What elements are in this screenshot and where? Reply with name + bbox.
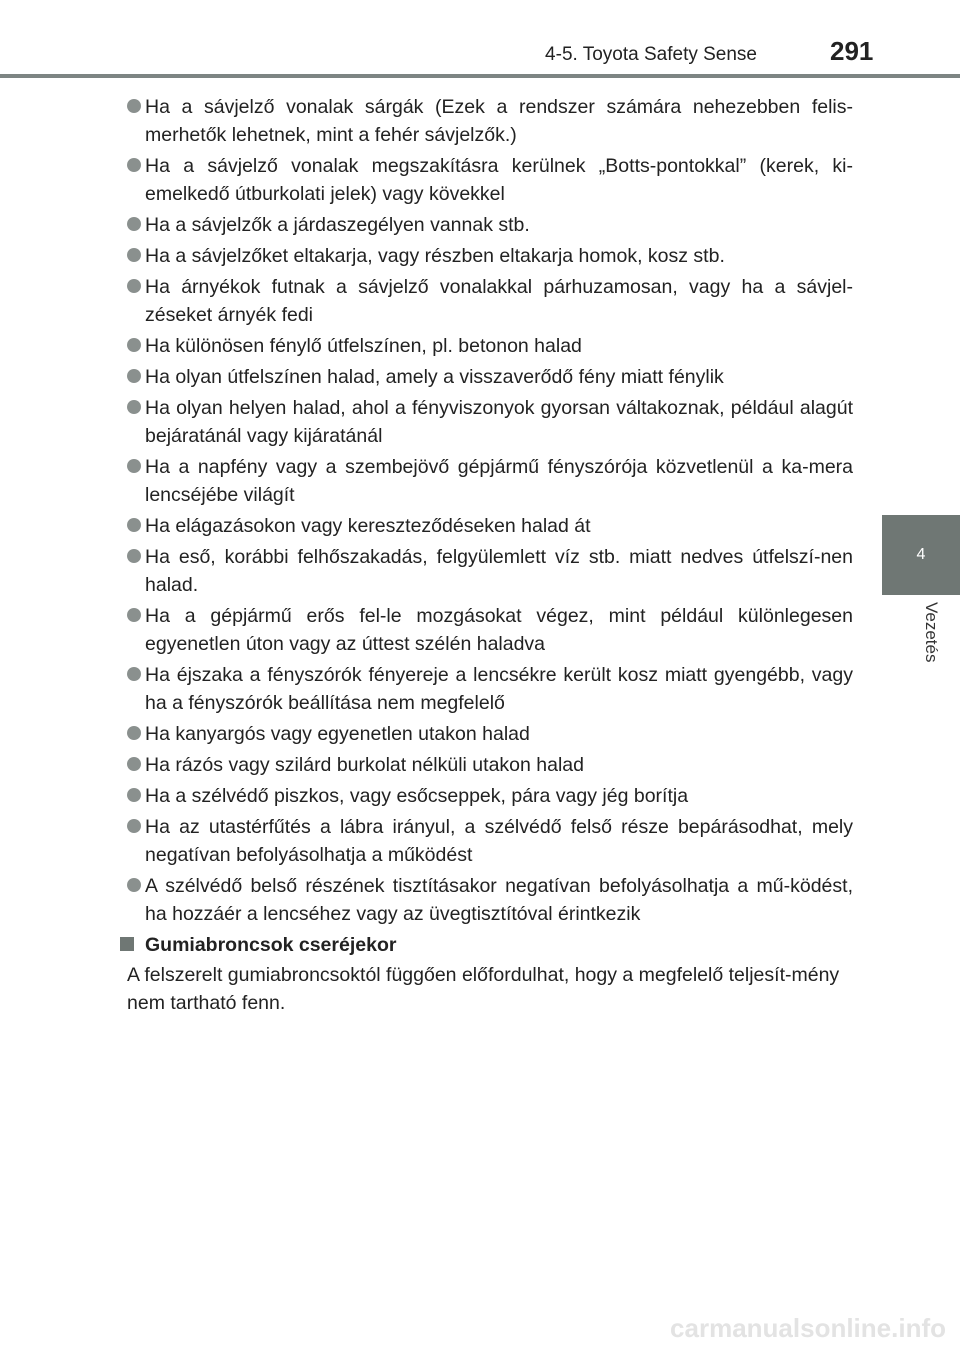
section-heading-text: Gumiabroncsok cseréjekor xyxy=(145,934,397,956)
chapter-tab xyxy=(882,515,960,595)
circle-bullet-icon xyxy=(127,459,141,473)
bullet-text: Ha a sávjelző vonalak megszakításra kerülnek „Botts-pontokkal” (kerek, ki-emelkedő útburkolati jelek) vagy kövekkel xyxy=(145,155,853,205)
bullet-item xyxy=(127,93,853,149)
circle-bullet-icon xyxy=(127,549,141,563)
bullet-text: Ha a sávjelző vonalak sárgák (Ezek a rendszer számára nehezebben felis-merhetők lehetnek, mint a fehér sávjelzők.) xyxy=(145,96,853,146)
section-title: 4-5. Toyota Safety Sense xyxy=(545,44,757,65)
bullet-item xyxy=(127,512,853,540)
bullet-item xyxy=(127,453,853,509)
bullet-text: Ha olyan helyen halad, ahol a fényviszonyok gyorsan váltakoznak, például alagút bejáratánál vagy kijáratánál xyxy=(145,397,853,447)
bullet-item xyxy=(127,394,853,450)
bullet-text: Ha a napfény vagy a szembejövő gépjármű fényszórója közvetlenül a ka-mera lencséjébe világít xyxy=(145,456,853,506)
bullet-text: A szélvédő belső részének tisztításakor negatívan befolyásolhatja a mű-ködést, ha hozzáér a lencséhez vagy az üvegtisztítóval érintkezik xyxy=(145,875,853,925)
bullet-item xyxy=(127,273,853,329)
section-body: A felszerelt gumiabroncsoktól függően előfordulhat, hogy a megfelelő teljesít-mény nem tartható fenn. xyxy=(127,964,840,1014)
circle-bullet-icon xyxy=(127,99,141,113)
bullet-item xyxy=(127,332,853,360)
bullet-item xyxy=(127,813,853,869)
circle-bullet-icon xyxy=(127,878,141,892)
bullet-item xyxy=(127,782,853,810)
circle-bullet-icon xyxy=(127,248,141,262)
bullet-text: Ha különösen fénylő útfelszínen, pl. betonon halad xyxy=(145,335,582,357)
circle-bullet-icon xyxy=(127,667,141,681)
circle-bullet-icon xyxy=(127,400,141,414)
bullet-text: Ha a sávjelzők a járdaszegélyen vannak stb. xyxy=(145,214,530,236)
circle-bullet-icon xyxy=(127,279,141,293)
circle-bullet-icon xyxy=(127,819,141,833)
bullet-item xyxy=(127,242,853,270)
watermark: carmanualsonline.info xyxy=(670,1313,946,1343)
bullet-text: Ha árnyékok futnak a sávjelző vonalakkal párhuzamosan, vagy ha a sávjel-zéseket árnyék fedi xyxy=(145,276,853,326)
circle-bullet-icon xyxy=(127,788,141,802)
circle-bullet-icon xyxy=(127,608,141,622)
chapter-label: Vezetés xyxy=(922,602,941,663)
bullet-item xyxy=(127,720,853,748)
bullet-item xyxy=(127,363,853,391)
chapter-number: 4 xyxy=(916,546,926,563)
bullet-item xyxy=(127,872,853,928)
square-bullet-icon xyxy=(120,937,134,951)
circle-bullet-icon xyxy=(127,369,141,383)
circle-bullet-icon xyxy=(127,158,141,172)
bullet-text: Ha éjszaka a fényszórók fényereje a lencsékre került kosz miatt gyengébb, vagy ha a fényszórók beállítása nem megfelelő xyxy=(145,664,853,714)
bullet-item xyxy=(127,543,853,599)
bullet-list xyxy=(127,93,853,928)
bullet-text: Ha eső, korábbi felhőszakadás, felgyülemlett víz stb. miatt nedves útfelszí-nen halad. xyxy=(145,546,853,596)
bullet-text: Ha az utastérfűtés a lábra irányul, a szélvédő felső része bepárásodhat, mely negatívan befolyásolhatja a működést xyxy=(145,816,853,866)
bullet-item xyxy=(127,661,853,717)
circle-bullet-icon xyxy=(127,518,141,532)
bullet-text: Ha rázós vagy szilárd burkolat nélküli utakon halad xyxy=(145,754,584,776)
header-divider xyxy=(0,74,960,78)
circle-bullet-icon xyxy=(127,338,141,352)
bullet-text: Ha olyan útfelszínen halad, amely a visszaverődő fény miatt fénylik xyxy=(145,366,724,388)
bullet-text: Ha kanyargós vagy egyenetlen utakon halad xyxy=(145,723,530,745)
circle-bullet-icon xyxy=(127,757,141,771)
bullet-text: Ha a szélvédő piszkos, vagy esőcseppek, pára vagy jég borítja xyxy=(145,785,689,807)
main-content xyxy=(127,93,853,1017)
bullet-item xyxy=(127,152,853,208)
page-number: 291 xyxy=(830,36,874,66)
bullet-text: Ha a gépjármű erős fel-le mozgásokat végez, mint például különlegesen egyenetlen úton vagy az úttest szélén haladva xyxy=(145,605,853,655)
circle-bullet-icon xyxy=(127,726,141,740)
bullet-text: Ha a sávjelzőket eltakarja, vagy részben eltakarja homok, kosz stb. xyxy=(145,245,725,267)
bullet-item xyxy=(127,751,853,779)
bullet-item xyxy=(127,211,853,239)
bullet-text: Ha elágazásokon vagy kereszteződéseken halad át xyxy=(145,515,591,537)
bullet-item xyxy=(127,602,853,658)
circle-bullet-icon xyxy=(127,217,141,231)
section-heading xyxy=(127,931,853,959)
